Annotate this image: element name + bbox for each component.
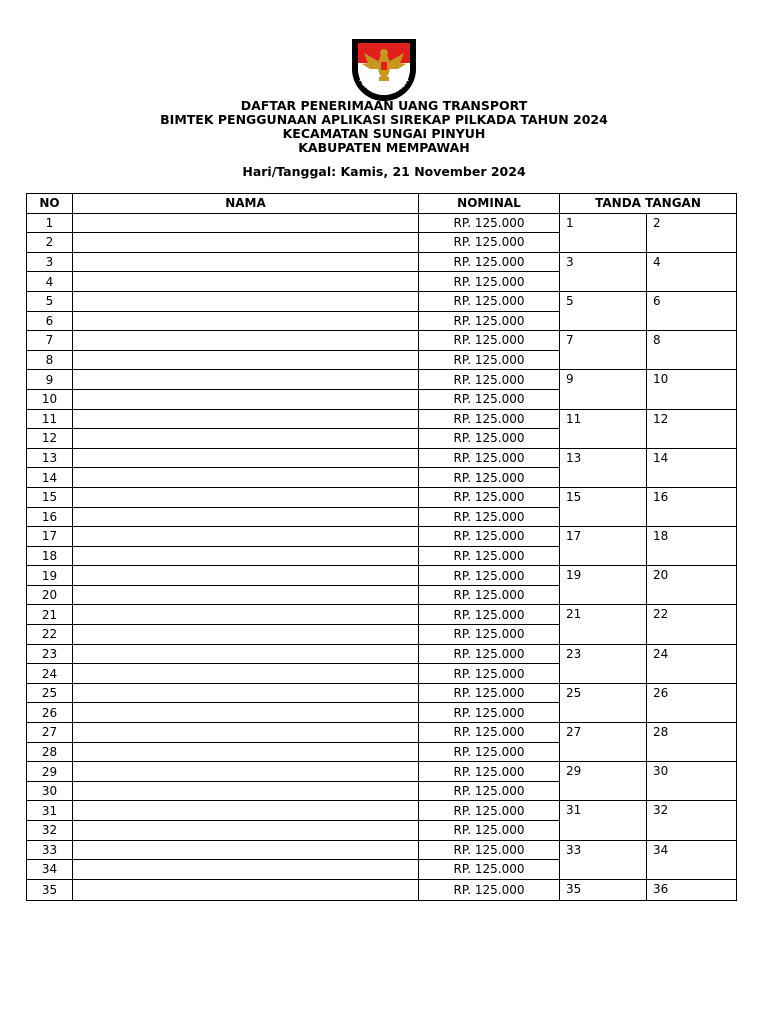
nominal-cell: RP. 125.000 [419,233,560,253]
nominal-cell: RP. 125.000 [419,703,560,723]
svg-text:KOMISI [368,33,401,39]
title-line-3: KECAMATAN SUNGAI PINYUH [282,126,486,141]
nominal-cell: RP. 125.000 [419,389,560,409]
signature-cell-left[interactable]: 25 [560,683,647,722]
row-number: 9 [27,370,73,390]
table-row [27,723,737,743]
table-row [27,683,737,703]
nominal-cell: RP. 125.000 [419,311,560,331]
name-cell[interactable] [73,840,419,860]
name-cell[interactable] [73,448,419,468]
signature-cell-left[interactable]: 9 [560,370,647,409]
row-number: 14 [27,468,73,488]
signature-cell-left[interactable]: 1 [560,213,647,252]
nominal-cell: RP. 125.000 [419,546,560,566]
signature-cell-right[interactable]: 10 [647,370,737,409]
signature-cell-right[interactable]: 12 [647,409,737,448]
row-number: 18 [27,546,73,566]
name-cell[interactable] [73,527,419,547]
table-row [27,213,737,233]
signature-cell-right[interactable]: 8 [647,331,737,370]
table-row [27,409,737,429]
row-number: 31 [27,801,73,821]
row-number: 8 [27,350,73,370]
nominal-cell: RP. 125.000 [419,507,560,527]
signature-cell-right[interactable]: 34 [647,840,737,879]
name-cell[interactable] [73,683,419,703]
signature-cell-left[interactable]: 3 [560,252,647,291]
row-number: 2 [27,233,73,253]
row-number: 3 [27,252,73,272]
nominal-cell: RP. 125.000 [419,252,560,272]
row-number: 27 [27,723,73,743]
signature-cell-right[interactable]: 36 [647,879,737,901]
nominal-cell: RP. 125.000 [419,879,560,901]
signature-cell-right[interactable]: 18 [647,527,737,566]
table-row [27,801,737,821]
signature-cell-right[interactable]: 24 [647,644,737,683]
signature-cell-right[interactable]: 32 [647,801,737,840]
signature-cell-right[interactable]: 14 [647,448,737,487]
column-header-nominal: NOMINAL [419,194,560,214]
transport-table [26,193,737,901]
table-row [27,252,737,272]
row-number: 13 [27,448,73,468]
name-cell[interactable] [73,703,419,723]
column-header-nama: NAMA [73,194,419,214]
signature-cell-left[interactable]: 15 [560,487,647,526]
name-cell[interactable] [73,605,419,625]
name-cell[interactable] [73,291,419,311]
table-row [27,762,737,782]
nominal-cell: RP. 125.000 [419,272,560,292]
column-header-no: NO [27,194,73,214]
table-row [27,644,737,664]
nominal-cell: RP. 125.000 [419,527,560,547]
name-cell[interactable] [73,389,419,409]
row-number: 11 [27,409,73,429]
table-row [27,527,737,547]
signature-cell-left[interactable]: 5 [560,291,647,330]
nominal-cell: RP. 125.000 [419,821,560,841]
nominal-cell: RP. 125.000 [419,801,560,821]
row-number: 19 [27,566,73,586]
nominal-cell: RP. 125.000 [419,350,560,370]
row-number: 33 [27,840,73,860]
nominal-cell: RP. 125.000 [419,664,560,684]
signature-cell-left[interactable]: 11 [560,409,647,448]
signature-cell-right[interactable]: 26 [647,683,737,722]
nominal-cell: RP. 125.000 [419,566,560,586]
signature-cell-right[interactable]: 22 [647,605,737,644]
nominal-cell: RP. 125.000 [419,370,560,390]
name-cell[interactable] [73,762,419,782]
kpu-logo [346,33,422,103]
signature-cell-right[interactable]: 4 [647,252,737,291]
row-number: 16 [27,507,73,527]
table-row [27,331,737,351]
nominal-cell: RP. 125.000 [419,291,560,311]
nominal-cell: RP. 125.000 [419,742,560,762]
row-number: 34 [27,860,73,880]
column-header-tanda-tangan: TANDA TANGAN [560,194,737,214]
table-row [27,605,737,625]
nominal-cell: RP. 125.000 [419,762,560,782]
signature-cell-left[interactable]: 35 [560,879,647,901]
signature-cell-right[interactable]: 16 [647,487,737,526]
nominal-cell: RP. 125.000 [419,331,560,351]
table-row [27,879,737,901]
nominal-cell: RP. 125.000 [419,605,560,625]
name-cell[interactable] [73,272,419,292]
name-cell[interactable] [73,860,419,880]
nominal-cell: RP. 125.000 [419,683,560,703]
logo-top-text: K SI [367,33,401,40]
row-number: 22 [27,625,73,645]
nominal-cell: RP. 125.000 [419,585,560,605]
table-header-row [27,194,737,214]
title-line-4: KABUPATEN MEMPAWAH [298,140,470,155]
nominal-cell: RP. 125.000 [419,213,560,233]
signature-cell-right[interactable]: 6 [647,291,737,330]
nominal-cell: RP. 125.000 [419,448,560,468]
logo-bottom-text: PEMILIHAN UMUM [357,77,411,98]
name-cell[interactable] [73,625,419,645]
table-row [27,566,737,586]
nominal-cell: RP. 125.000 [419,429,560,449]
signature-cell-right[interactable]: 2 [647,213,737,252]
row-number: 12 [27,429,73,449]
signature-cell-left[interactable]: 27 [560,723,647,762]
row-number: 30 [27,781,73,801]
signature-cell-left[interactable]: 29 [560,762,647,801]
signature-cell-left[interactable]: 17 [560,527,647,566]
table-row [27,840,737,860]
table-row [27,487,737,507]
name-cell[interactable] [73,644,419,664]
table-row [27,370,737,390]
row-number: 21 [27,605,73,625]
row-number: 28 [27,742,73,762]
row-number: 23 [27,644,73,664]
row-number: 32 [27,821,73,841]
row-number: 24 [27,664,73,684]
table-row [27,291,737,311]
name-cell[interactable] [73,821,419,841]
signature-cell-left[interactable]: 13 [560,448,647,487]
name-cell[interactable] [73,723,419,743]
row-number: 10 [27,389,73,409]
signature-cell-right[interactable]: 30 [647,762,737,801]
row-number: 17 [27,527,73,547]
signature-cell-left[interactable]: 19 [560,566,647,605]
nominal-cell: RP. 125.000 [419,625,560,645]
nominal-cell: RP. 125.000 [419,860,560,880]
name-cell[interactable] [73,742,419,762]
signature-cell-left[interactable]: 7 [560,331,647,370]
signature-cell-left[interactable]: 21 [560,605,647,644]
name-cell[interactable] [73,331,419,351]
row-number: 25 [27,683,73,703]
signature-cell-left[interactable]: 33 [560,840,647,879]
title-line-2: BIMTEK PENGGUNAAN APLIKASI SIREKAP PILKADA TAHUN 2024 [160,112,608,127]
row-number: 6 [27,311,73,331]
row-number: 35 [27,879,73,901]
name-cell[interactable] [73,213,419,233]
name-cell[interactable] [73,781,419,801]
nominal-cell: RP. 125.000 [419,487,560,507]
document-header [0,99,768,155]
name-cell[interactable] [73,370,419,390]
name-cell[interactable] [73,429,419,449]
name-cell[interactable] [73,311,419,331]
name-cell[interactable] [73,879,419,901]
name-cell[interactable] [73,507,419,527]
signature-cell-right[interactable]: 20 [647,566,737,605]
nominal-cell: RP. 125.000 [419,644,560,664]
name-cell[interactable] [73,566,419,586]
name-cell[interactable] [73,350,419,370]
nominal-cell: RP. 125.000 [419,723,560,743]
date-line: Hari/Tanggal: Kamis, 21 November 2024 [242,164,526,179]
row-number: 7 [27,331,73,351]
name-cell[interactable] [73,585,419,605]
name-cell[interactable] [73,546,419,566]
nominal-cell: RP. 125.000 [419,840,560,860]
nominal-cell: RP. 125.000 [419,468,560,488]
nominal-cell: RP. 125.000 [419,409,560,429]
title-line-1: DAFTAR PENERIMAAN UANG TRANSPORT [240,98,528,113]
row-number: 4 [27,272,73,292]
row-number: 20 [27,585,73,605]
name-cell[interactable] [73,252,419,272]
signature-cell-right[interactable]: 28 [647,723,737,762]
row-number: 26 [27,703,73,723]
name-cell[interactable] [73,487,419,507]
table-row [27,448,737,468]
name-cell[interactable] [73,409,419,429]
name-cell[interactable] [73,801,419,821]
signature-cell-left[interactable]: 31 [560,801,647,840]
name-cell[interactable] [73,233,419,253]
row-number: 15 [27,487,73,507]
row-number: 5 [27,291,73,311]
name-cell[interactable] [73,664,419,684]
name-cell[interactable] [73,468,419,488]
row-number: 1 [27,213,73,233]
signature-cell-left[interactable]: 23 [560,644,647,683]
nominal-cell: RP. 125.000 [419,781,560,801]
row-number: 29 [27,762,73,782]
